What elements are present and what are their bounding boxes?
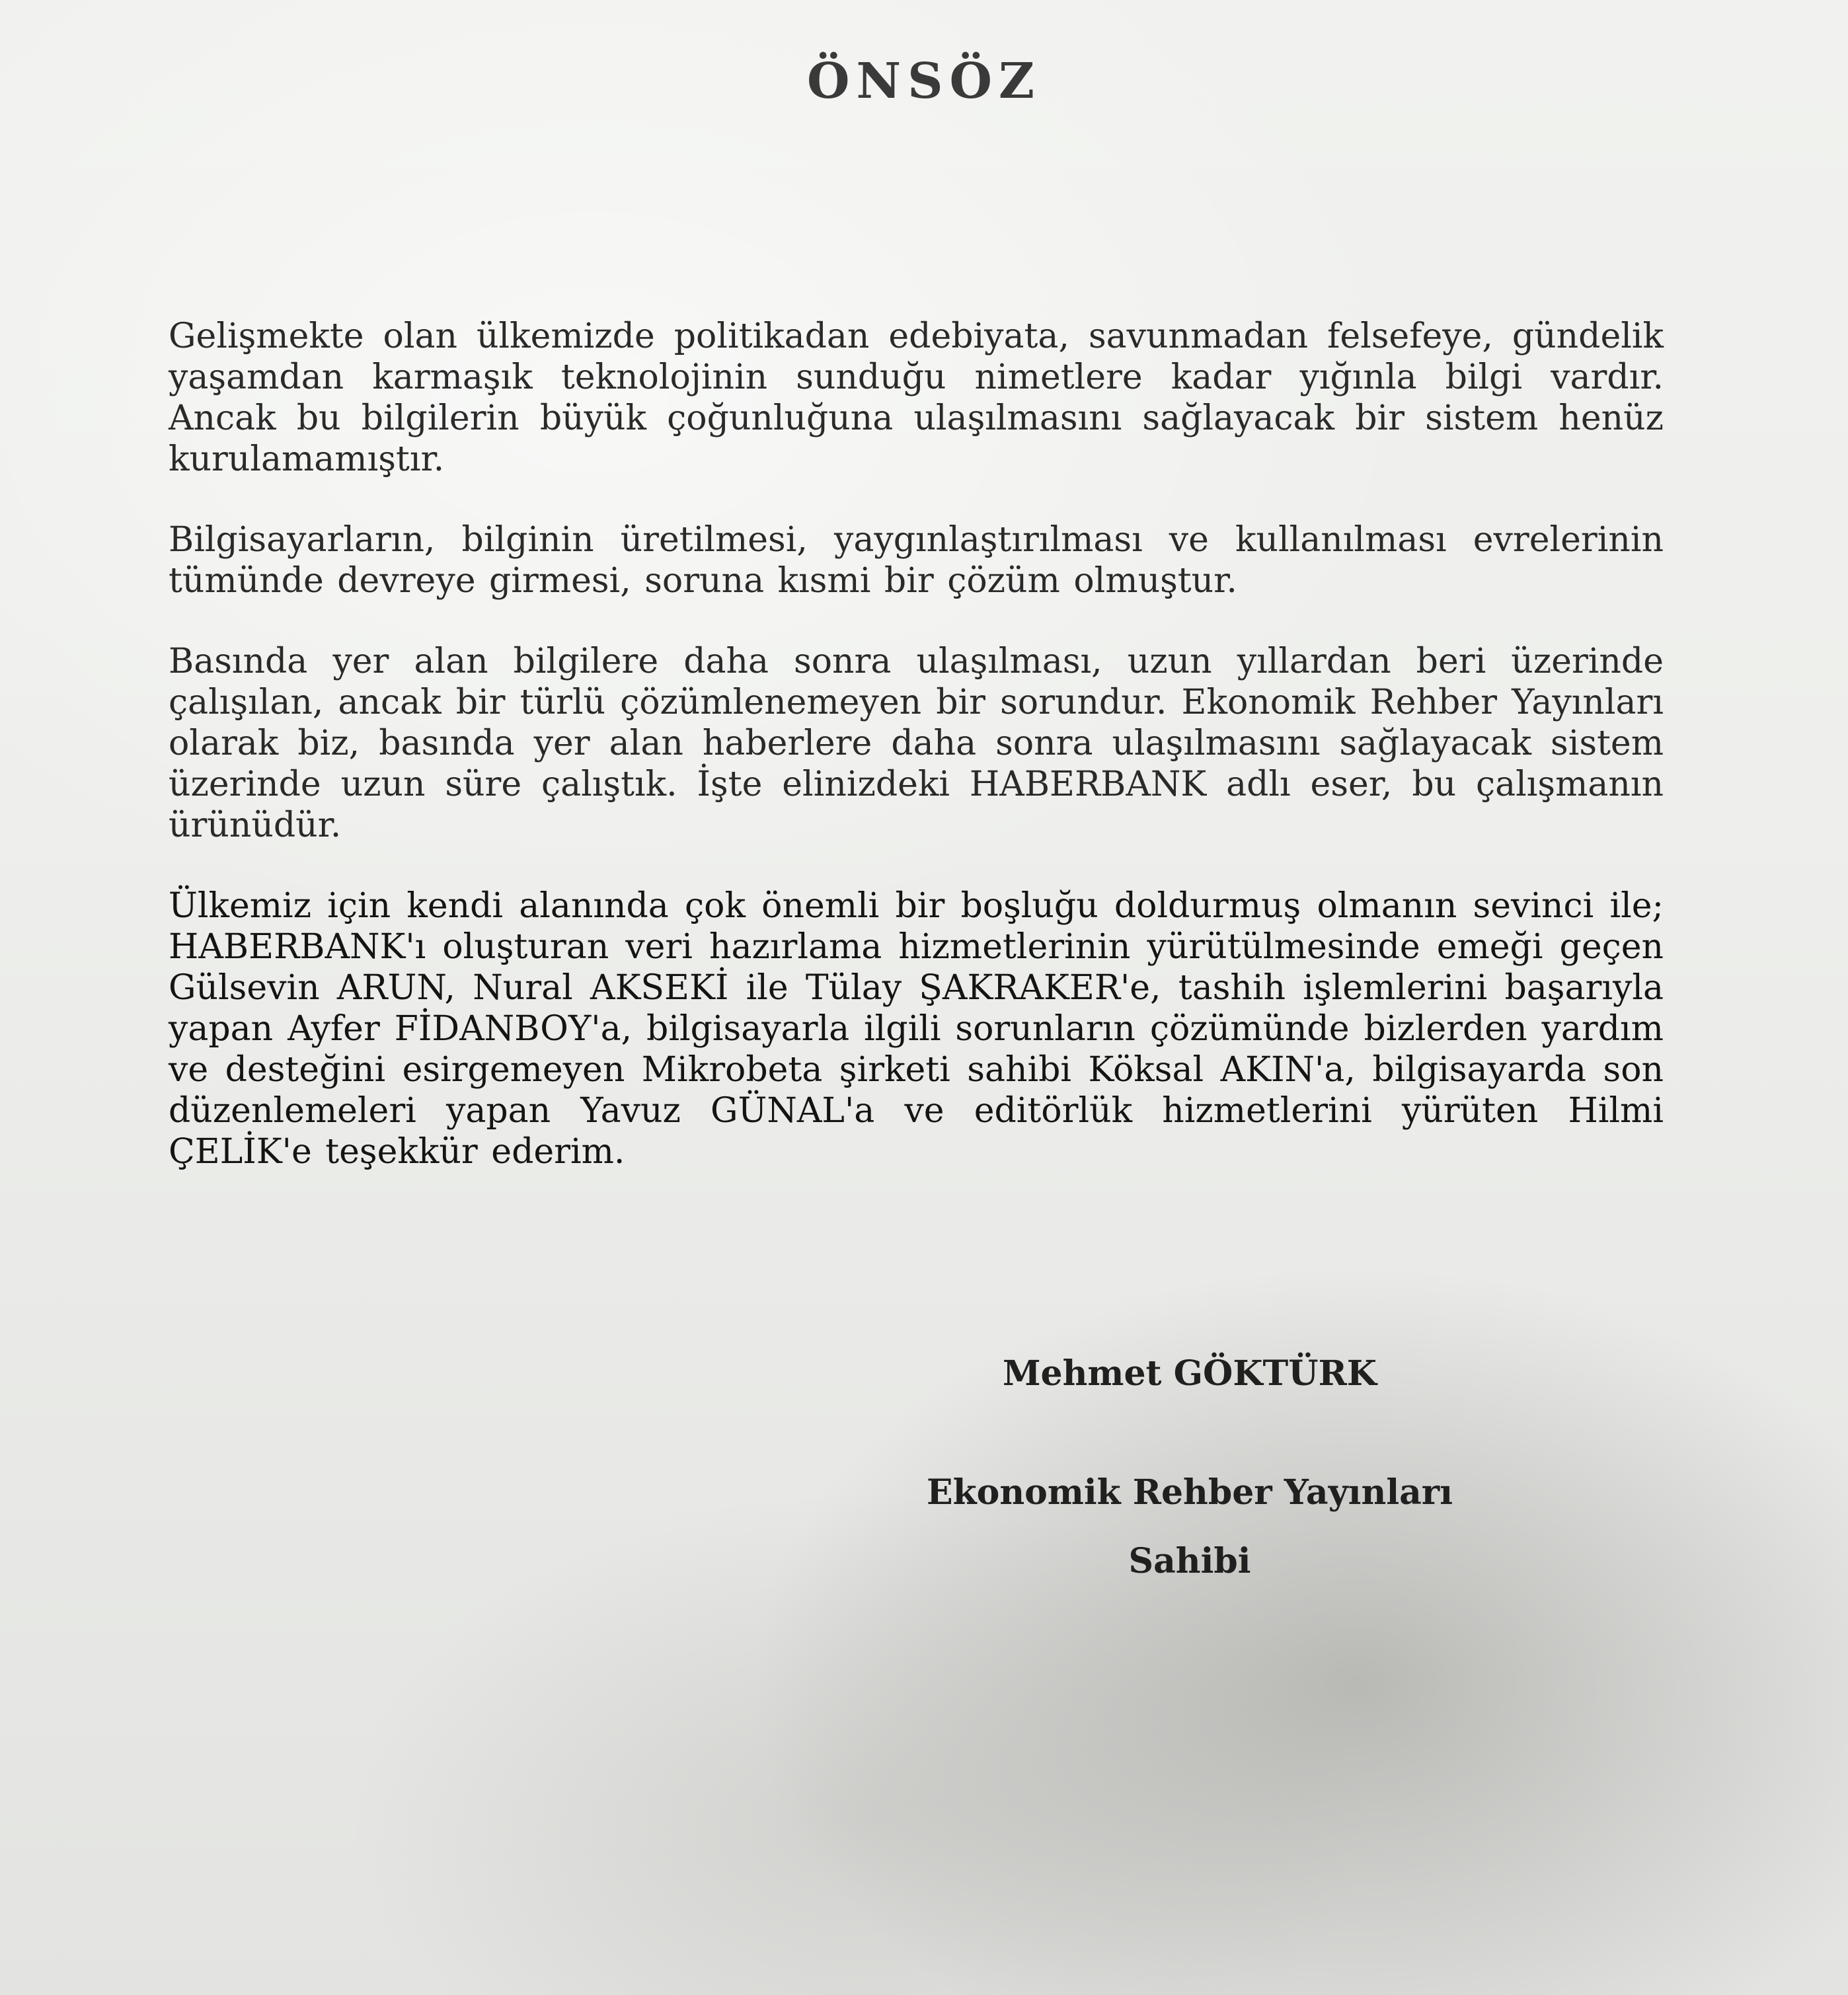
paragraph-3: Basında yer alan bilgilere daha sonra ulaşılması, uzun yıllardan beri üzerinde çalışılan, ancak bir türlü çözümlenemeyen bir sorundur. Ekonomik Rehber Yayınları olarak biz, basında yer alan haberlere daha sonra ulaşılmasını sağlayacak sistem üzerinde uzun süre çalıştık. İşte elinizdeki HABERBANK adlı eser, bu çalışmanın ürünüdür.	[169, 642, 1664, 845]
signature-name: Mehmet GÖKTÜRK	[1002, 1353, 1377, 1394]
signature-organization: Ekonomik Rehber Yayınları	[927, 1472, 1453, 1513]
signature-role: Sahibi	[1128, 1541, 1251, 1581]
page-title: ÖNSÖZ	[806, 53, 1042, 110]
paragraph-4: Ülkemiz için kendi alanında çok önemli bir boşluğu doldurmuş olmanın sevinci ile; HABERBANK'ı oluşturan veri hazırlama hizmetlerinin yürütülmesinde emeği geçen Gülsevin ARUN, Nural AKSEKİ ile Tülay ŞAKRAKER'e, tashih işlemlerini başarıyla yapan Ayfer FİDANBOY'a, bilgisayarla ilgili sorunların çözümünde bizlerden yardım ve desteğini esirgemeyen Mikrobeta şirketi sahibi Köksal AKIN'a, bilgisayarda son düzenlemeleri yapan Yavuz GÜNAL'a ve editörlük hizmetlerini yürüten Hilmi ÇELİK'e teşekkür ederim.	[169, 886, 1664, 1172]
paragraph-1: Gelişmekte olan ülkemizde politikadan edebiyata, savunmadan felsefeye, gündelik yaşamdan karmaşık teknolojinin sunduğu nimetlere kadar yığınla bilgi vardır. Ancak bu bilgilerin büyük çoğunluğuna ulaşılmasını sağlayacak bir sistem henüz kurulamamıştır.	[169, 317, 1664, 479]
foreword-body	[169, 316, 1664, 1212]
paragraph-2: Bilgisayarların, bilginin üretilmesi, yaygınlaştırılması ve kullanılması evrelerinin tümünde devreye girmesi, soruna kısmi bir çözüm olmuştur.	[169, 520, 1664, 601]
